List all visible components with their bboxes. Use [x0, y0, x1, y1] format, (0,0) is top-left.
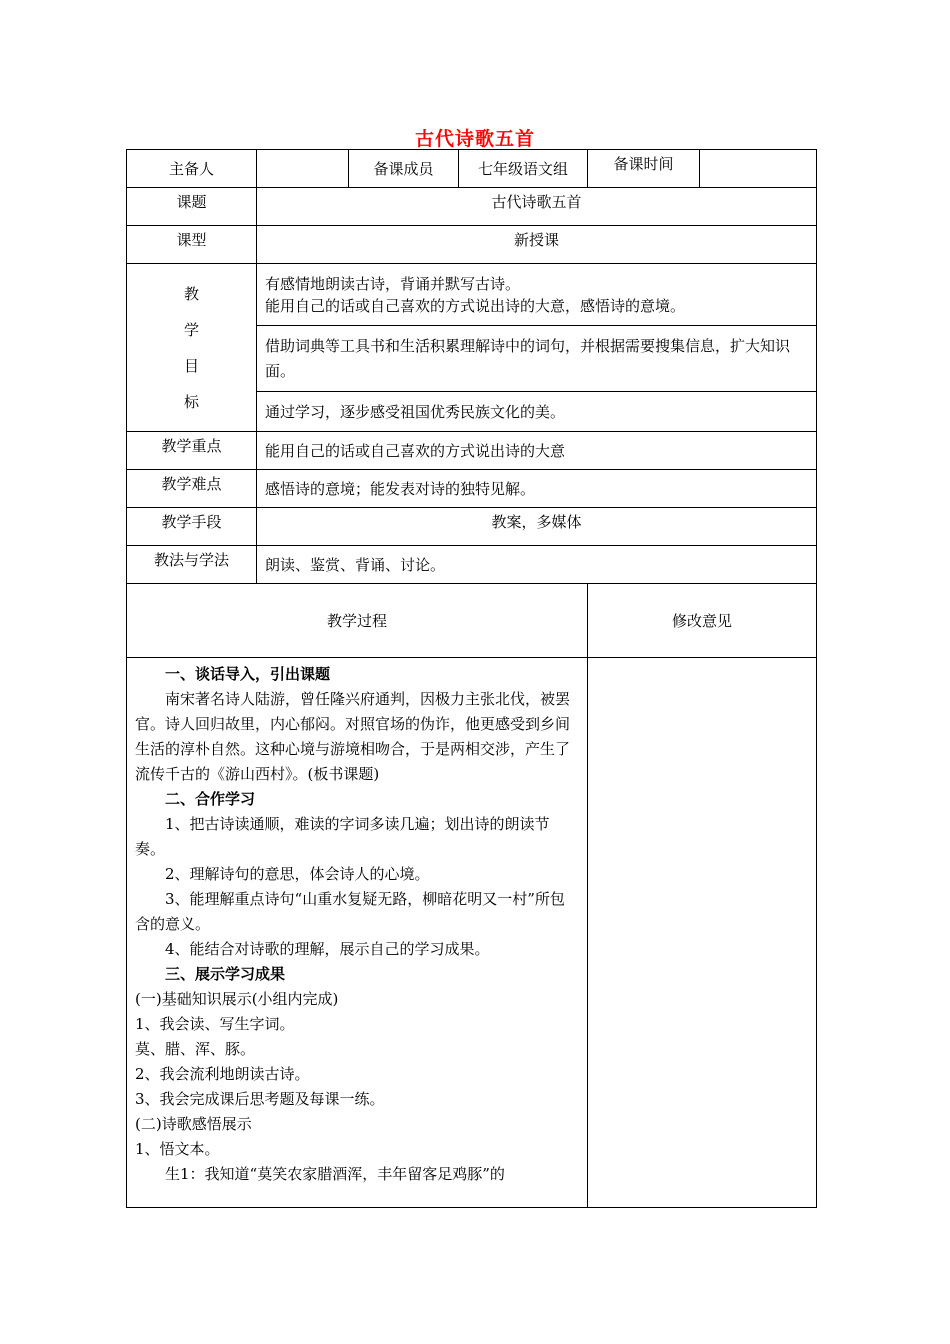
paragraph: 2、理解诗句的意思，体会诗人的心境。 [165, 865, 430, 883]
members-value: 七年级语文组 [459, 150, 588, 188]
difficulties-label: 教学难点 [127, 470, 257, 508]
key-points-value: 能用自己的话或自己喜欢的方式说出诗的大意 [257, 432, 817, 470]
paragraph: 莫、腊、浑、豚。 [135, 1040, 256, 1058]
means-value: 教案，多媒体 [257, 508, 817, 546]
paragraph: 4、能结合对诗歌的理解，展示自己的学习成果。 [165, 940, 490, 958]
lesson-type-row [127, 226, 817, 264]
topic-value: 古代诗歌五首 [257, 188, 817, 226]
section-heading: 一、谈话导入，引出课题 [165, 665, 331, 683]
prep-time-value [700, 150, 817, 188]
methods-value: 朗读、鉴赏、背诵、讨论。 [257, 546, 817, 584]
paragraph: (二)诗歌感悟展示 [135, 1115, 252, 1133]
objective-3: 通过学习，逐步感受祖国优秀民族文化的美。 [257, 392, 817, 432]
objectives-label [127, 264, 257, 432]
paragraph: 南宋著名诗人陆游，曾任隆兴府通判，因极力主张北伐，被罢官。诗人回归故里，内心郁闷。对照官场的伪诈，他更感受到乡间生活的淳朴自然。这种心境与游境相吻合，于是两相交涉，产生了流传千古的《游山西村》。(板书课题) [135, 690, 571, 783]
key-points-label: 教学重点 [127, 432, 257, 470]
objective-2: 借助词典等工具书和生活积累理解诗中的词句，并根据需要搜集信息，扩大知识面。 [257, 326, 817, 392]
header-row [127, 150, 817, 188]
objective-row-1 [127, 264, 817, 326]
paragraph: 1、我会读、写生字词。 [135, 1015, 295, 1033]
paragraph: (一)基础知识展示(小组内完成) [135, 990, 339, 1008]
methods-row [127, 546, 817, 584]
objective-1-line-2: 能用自己的话或自己喜欢的方式说出诗的大意，感悟诗的意境。 [265, 296, 686, 315]
objective-1-line-1: 有感情地朗读古诗，背诵并默写古诗。 [265, 274, 521, 293]
topic-row [127, 188, 817, 226]
process-content [127, 658, 588, 1208]
process-header: 教学过程 [127, 584, 588, 658]
preparer-value [257, 150, 349, 188]
section-heading: 二、合作学习 [165, 790, 256, 808]
objectives-label-char: 学 [183, 320, 199, 339]
paragraph: 生1：我知道“莫笑农家腊酒浑，丰年留客足鸡豚”的 [165, 1165, 505, 1183]
section-heading: 三、展示学习成果 [165, 965, 286, 983]
document-title: 古代诗歌五首 [414, 128, 535, 150]
paragraph: 1、把古诗读通顺，难读的字词多读几遍；划出诗的朗读节奏。 [135, 815, 550, 858]
prep-time-label: 备课时间 [588, 150, 700, 188]
topic-label: 课题 [127, 188, 257, 226]
objective-1 [257, 264, 817, 326]
lesson-plan-table [126, 149, 817, 1208]
objectives-label-char: 教 [183, 284, 199, 303]
objectives-label-char: 标 [183, 392, 199, 411]
difficulties-value: 感悟诗的意境；能发表对诗的独特见解。 [257, 470, 817, 508]
means-label: 教学手段 [127, 508, 257, 546]
paragraph: 1、悟文本。 [135, 1140, 220, 1158]
difficulties-row [127, 470, 817, 508]
paragraph: 2、我会流利地朗读古诗。 [135, 1065, 310, 1083]
lesson-type-label: 课型 [127, 226, 257, 264]
methods-label: 教法与学法 [127, 546, 257, 584]
preparer-label: 主备人 [127, 150, 257, 188]
paragraph: 3、我会完成课后思考题及每课一练。 [135, 1090, 385, 1108]
revision-content [588, 658, 817, 1208]
process-header-row [127, 584, 817, 658]
objectives-label-char: 目 [183, 356, 199, 375]
key-points-row [127, 432, 817, 470]
lesson-type-value: 新授课 [257, 226, 817, 264]
paragraph: 3、能理解重点诗句“山重水复疑无路，柳暗花明又一村”所包含的意义。 [135, 890, 565, 933]
revision-header: 修改意见 [588, 584, 817, 658]
members-label: 备课成员 [349, 150, 459, 188]
means-row [127, 508, 817, 546]
process-content-row [127, 658, 817, 1208]
